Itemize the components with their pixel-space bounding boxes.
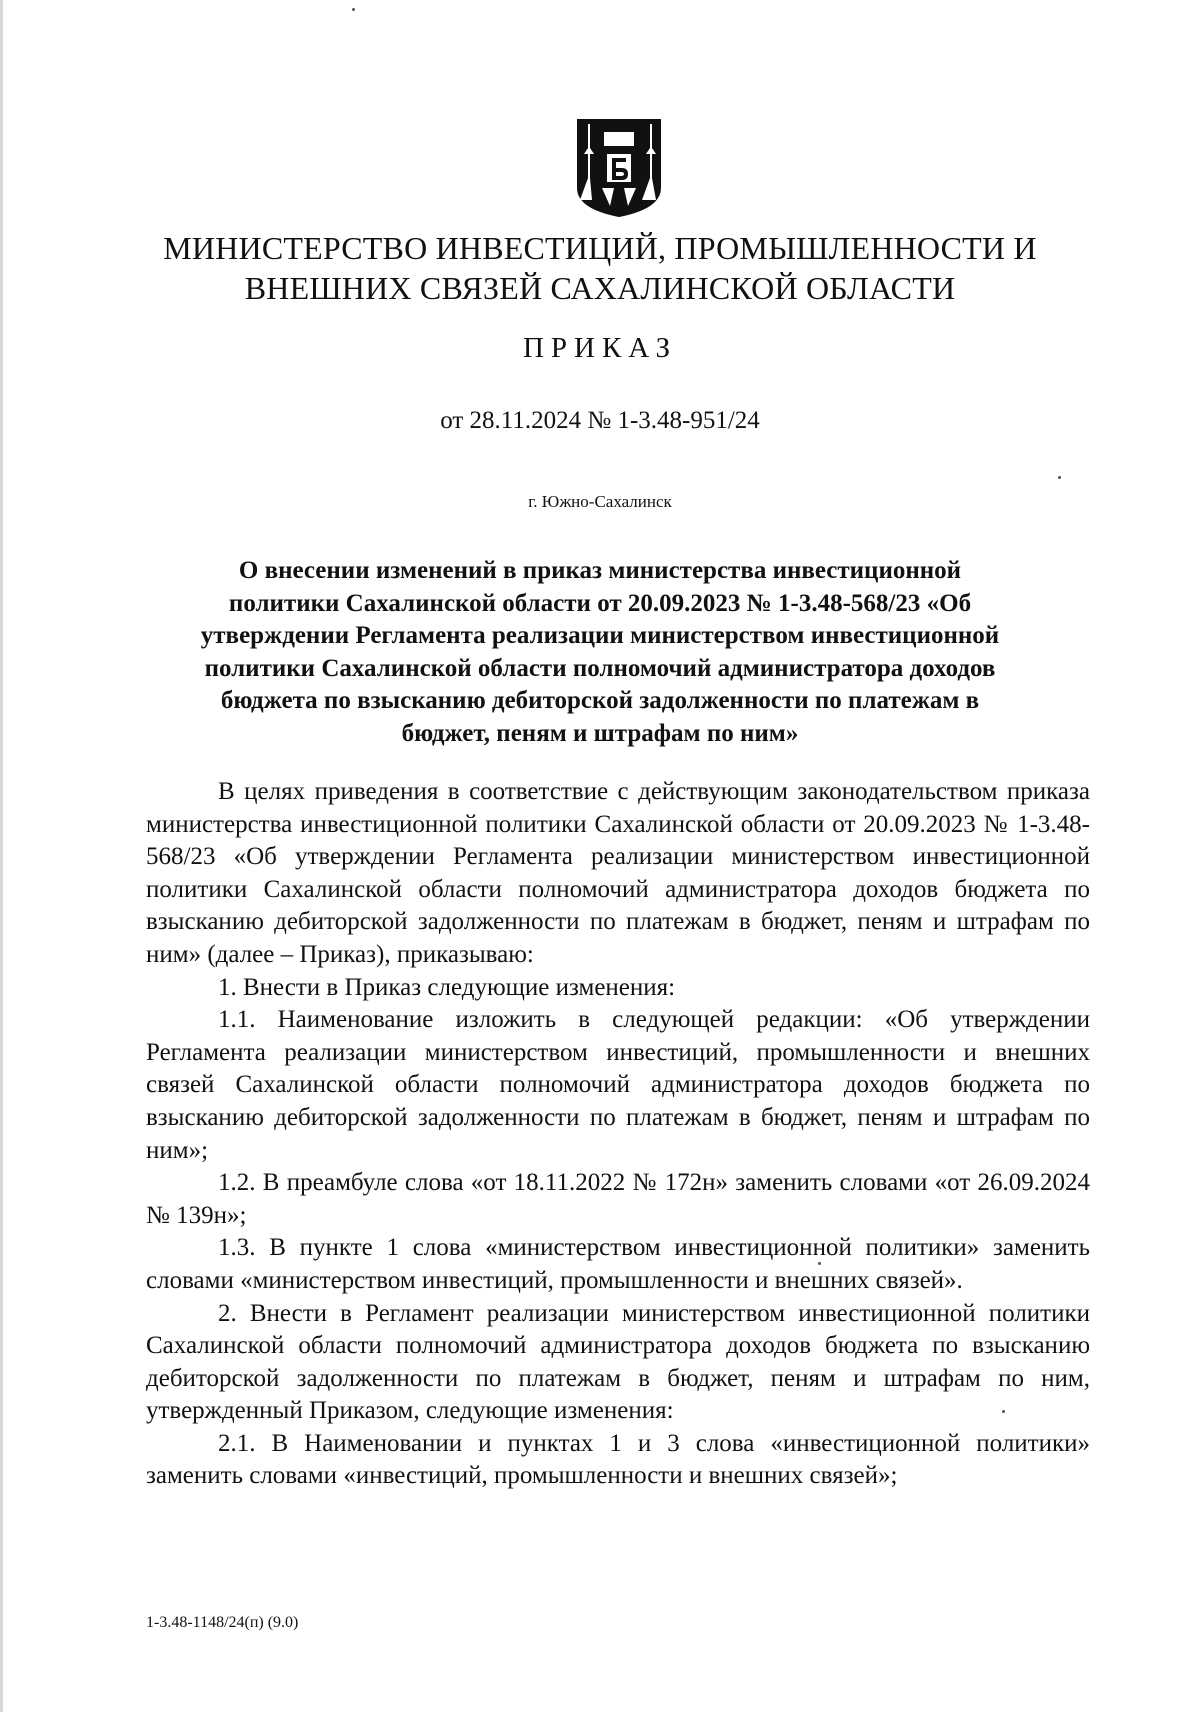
footer-document-code: 1-3.48-1148/24(п) (9.0)	[146, 1614, 299, 1631]
document-place: г. Южно-Сахалинск	[528, 492, 672, 511]
body-paragraph-item-1-1: 1.1. Наименование изложить в следующей редакции: «Об утверждении Регламента реализации министерством инвестиций, промышленности и внешних связей Сахалинской области полномочий администратора доходов бюджета по взысканию дебиторской задолженности по платежам в бюджет, пеням и штрафам по ним»;	[146, 1006, 1090, 1164]
body-paragraph-item-1-2: 1.2. В преамбуле слова «от 18.11.2022 № 172н» заменить словами «от 26.09.2024 № 139н»;	[146, 1169, 1090, 1229]
page-edge	[0, 0, 3, 1712]
document-body	[146, 776, 1090, 1493]
body-paragraph-preamble: В целях приведения в соответствие с действующим законодательством приказа министерства инвестиционной политики Сахалинской области от 20.09.2023 № 1-3.48-568/23 «Об утверждении Регламента реализации министерством инвестиционной политики Сахалинской области полномочий администратора доходов бюджета по взысканию дебиторской задолженности по платежам в бюджет, пеням и штрафам по ним» (далее – Приказ), приказываю:	[146, 778, 1090, 968]
ministry-title-line2: ВНЕШНИХ СВЯЗЕЙ САХАЛИНСКОЙ ОБЛАСТИ	[244, 270, 956, 306]
scan-speck	[1002, 1410, 1005, 1413]
subject-line: утверждении Регламента реализации министерством инвестиционной	[200, 622, 1000, 649]
body-paragraph-item-2: 2. Внести в Регламент реализации министерством инвестиционной политики Сахалинской области полномочий администратора доходов бюджета по взысканию дебиторской задолженности по платежам в бюджет, пеням и штрафам по ним, утвержденный Приказом, следующие изменения:	[146, 1299, 1090, 1425]
subject-line: бюджета по взысканию дебиторской задолженности по платежам в	[220, 687, 980, 714]
ministry-title	[100, 228, 1100, 308]
scan-speck	[352, 8, 355, 11]
ministry-title-line1: МИНИСТЕРСТВО ИНВЕСТИЦИЙ, ПРОМЫШЛЕННОСТИ И	[163, 230, 1037, 266]
scan-speck	[818, 1262, 821, 1265]
document-subject	[150, 555, 1050, 750]
subject-line: О внесении изменений в приказ министерства инвестиционной	[238, 557, 962, 584]
body-paragraph-item-1: 1. Внести в Приказ следующие изменения:	[218, 973, 676, 1001]
body-paragraph-item-2-1: 2.1. В Наименовании и пунктах 1 и 3 слова «инвестиционной политики» заменить словами «инвестиций, промышленности и внешних связей»;	[146, 1429, 1090, 1490]
scan-speck	[1058, 476, 1061, 479]
subject-line: политики Сахалинской области полномочий администратора доходов	[204, 654, 996, 682]
subject-line: политики Сахалинской области от 20.09.2023 № 1-3.48-568/23 «Об	[228, 589, 972, 617]
document-type: ПРИКАЗ	[522, 332, 678, 364]
document-date-number: от 28.11.2024 № 1-3.48-951/24	[440, 407, 760, 434]
coat-of-arms-icon	[574, 118, 664, 218]
body-paragraph-item-1-3: 1.3. В пункте 1 слова «министерством инвестиционной политики» заменить словами «министерством инвестиций, промышленности и внешних связей».	[146, 1234, 1090, 1294]
subject-line: бюджет, пеням и штрафам по ним»	[401, 719, 799, 747]
